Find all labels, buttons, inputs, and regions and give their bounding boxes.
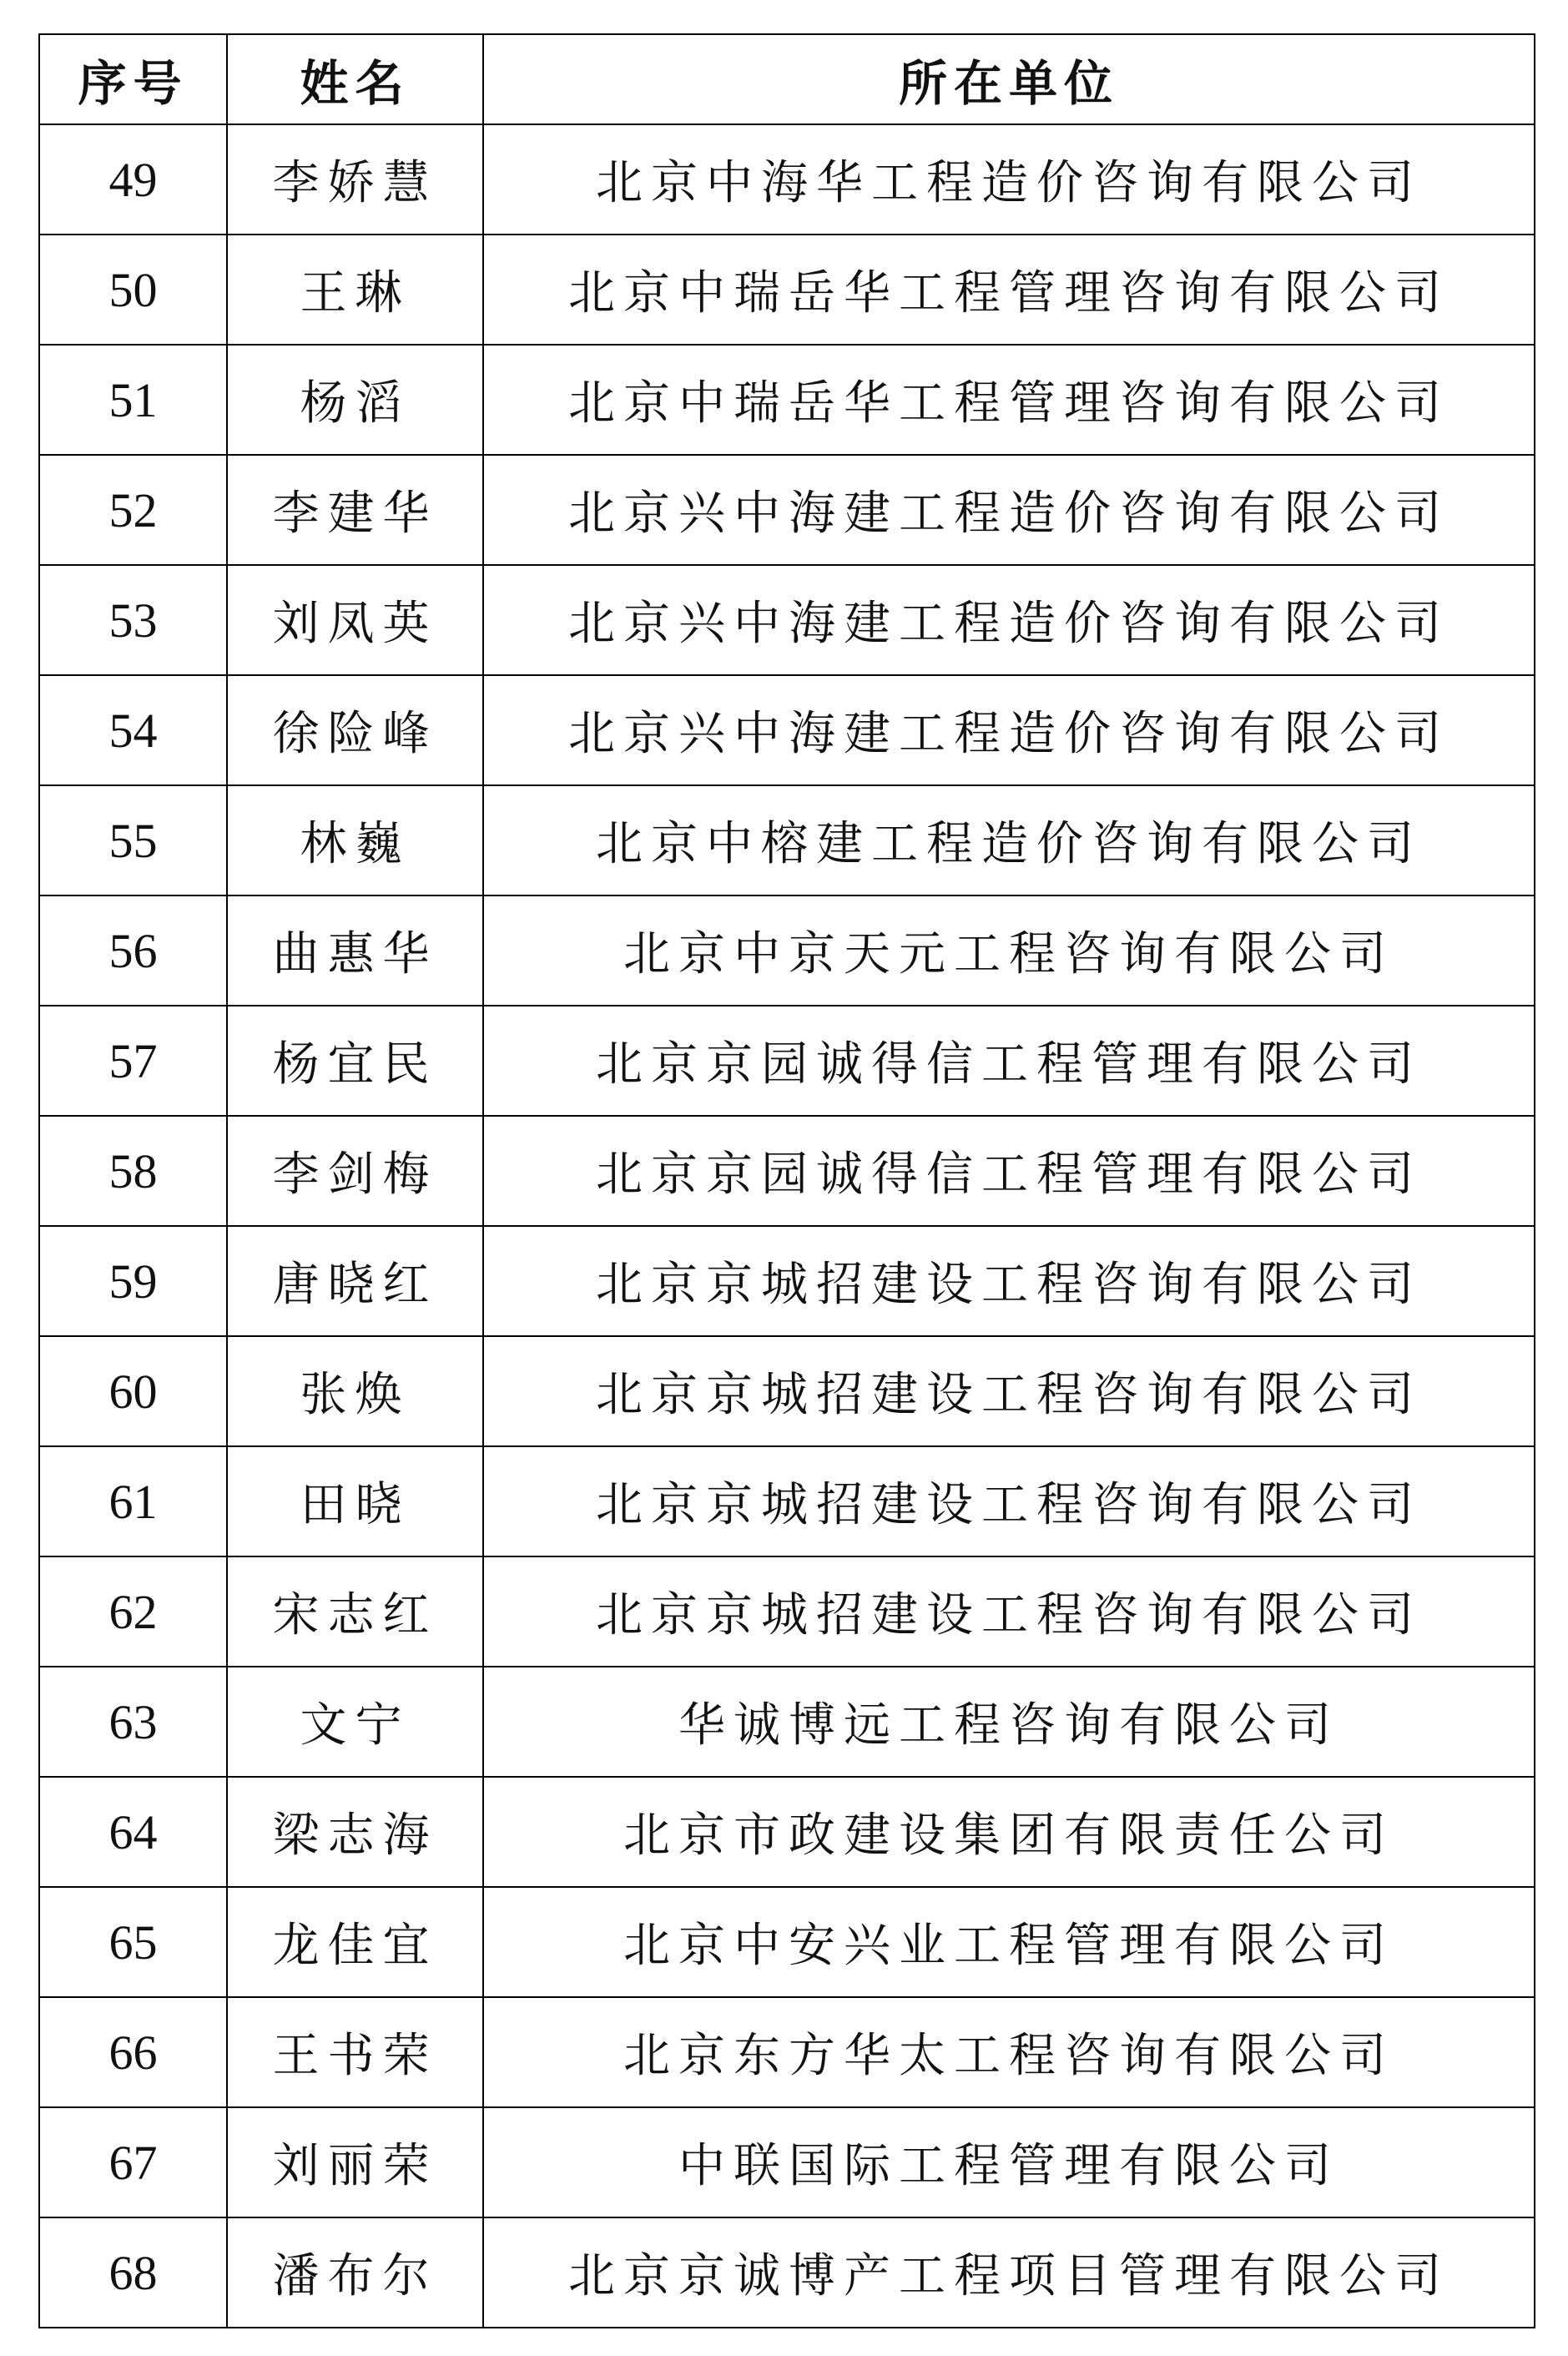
- row-org: 北京中榕建工程造价咨询有限公司: [483, 785, 1535, 895]
- row-name: 刘丽荣: [227, 2107, 483, 2217]
- row-no: 55: [39, 785, 227, 895]
- row-no: 66: [39, 1997, 227, 2107]
- table-row: [39, 675, 1535, 785]
- row-no: 51: [39, 345, 227, 455]
- row-no: 59: [39, 1226, 227, 1336]
- row-org: 中联国际工程管理有限公司: [483, 2107, 1535, 2217]
- row-no: 65: [39, 1887, 227, 1997]
- row-org: 北京中瑞岳华工程管理咨询有限公司: [483, 235, 1535, 345]
- table-row: [39, 124, 1535, 235]
- row-name: 李剑梅: [227, 1116, 483, 1226]
- row-org: 北京东方华太工程咨询有限公司: [483, 1997, 1535, 2107]
- row-no: 50: [39, 235, 227, 345]
- row-no: 58: [39, 1116, 227, 1226]
- header-no: 序号: [39, 34, 227, 124]
- row-no: 57: [39, 1006, 227, 1116]
- table-row: [39, 1336, 1535, 1446]
- row-org: 北京京城招建设工程咨询有限公司: [483, 1446, 1535, 1556]
- row-no: 68: [39, 2217, 227, 2328]
- row-name: 林巍: [227, 785, 483, 895]
- row-name: 杨宜民: [227, 1006, 483, 1116]
- row-no: 64: [39, 1777, 227, 1887]
- row-org: 北京京园诚得信工程管理有限公司: [483, 1116, 1535, 1226]
- row-name: 杨滔: [227, 345, 483, 455]
- table-row: [39, 2107, 1535, 2217]
- row-org: 北京中安兴业工程管理有限公司: [483, 1887, 1535, 1997]
- row-org: 北京市政建设集团有限责任公司: [483, 1777, 1535, 1887]
- table-row: [39, 1226, 1535, 1336]
- row-org: 北京京园诚得信工程管理有限公司: [483, 1006, 1535, 1116]
- table-row: [39, 455, 1535, 565]
- table-row: [39, 1997, 1535, 2107]
- header-row: [39, 34, 1535, 124]
- row-org: 北京京城招建设工程咨询有限公司: [483, 1336, 1535, 1446]
- row-org: 华诚博远工程咨询有限公司: [483, 1667, 1535, 1777]
- row-name: 刘凤英: [227, 565, 483, 675]
- row-org: 北京兴中海建工程造价咨询有限公司: [483, 565, 1535, 675]
- roster-body: [39, 124, 1535, 2328]
- row-org: 北京京诚博产工程项目管理有限公司: [483, 2217, 1535, 2328]
- table-row: [39, 565, 1535, 675]
- table-row: [39, 345, 1535, 455]
- table-row: [39, 235, 1535, 345]
- row-no: 62: [39, 1556, 227, 1667]
- row-name: 李建华: [227, 455, 483, 565]
- table-row: [39, 1006, 1535, 1116]
- row-name: 田晓: [227, 1446, 483, 1556]
- row-no: 60: [39, 1336, 227, 1446]
- header-org: 所在单位: [483, 34, 1535, 124]
- row-name: 潘布尔: [227, 2217, 483, 2328]
- header-name: 姓名: [227, 34, 483, 124]
- row-name: 曲惠华: [227, 895, 483, 1006]
- table-row: [39, 1446, 1535, 1556]
- row-no: 67: [39, 2107, 227, 2217]
- roster-table: [38, 33, 1535, 2328]
- row-no: 52: [39, 455, 227, 565]
- row-name: 徐险峰: [227, 675, 483, 785]
- table-row: [39, 1116, 1535, 1226]
- row-org: 北京兴中海建工程造价咨询有限公司: [483, 675, 1535, 785]
- row-org: 北京京城招建设工程咨询有限公司: [483, 1226, 1535, 1336]
- row-name: 张焕: [227, 1336, 483, 1446]
- row-name: 文宁: [227, 1667, 483, 1777]
- table-row: [39, 1667, 1535, 1777]
- row-name: 唐晓红: [227, 1226, 483, 1336]
- table-row: [39, 1777, 1535, 1887]
- table-row: [39, 895, 1535, 1006]
- row-name: 王书荣: [227, 1997, 483, 2107]
- table-row: [39, 785, 1535, 895]
- row-org: 北京中京天元工程咨询有限公司: [483, 895, 1535, 1006]
- row-name: 李娇慧: [227, 124, 483, 235]
- row-name: 王琳: [227, 235, 483, 345]
- row-org: 北京京城招建设工程咨询有限公司: [483, 1556, 1535, 1667]
- table-row: [39, 1887, 1535, 1997]
- row-no: 49: [39, 124, 227, 235]
- row-no: 53: [39, 565, 227, 675]
- row-name: 龙佳宜: [227, 1887, 483, 1997]
- row-no: 61: [39, 1446, 227, 1556]
- row-name: 梁志海: [227, 1777, 483, 1887]
- row-org: 北京中瑞岳华工程管理咨询有限公司: [483, 345, 1535, 455]
- row-no: 63: [39, 1667, 227, 1777]
- table-row: [39, 1556, 1535, 1667]
- row-org: 北京中海华工程造价咨询有限公司: [483, 124, 1535, 235]
- table-row: [39, 2217, 1535, 2328]
- row-no: 54: [39, 675, 227, 785]
- row-org: 北京兴中海建工程造价咨询有限公司: [483, 455, 1535, 565]
- row-no: 56: [39, 895, 227, 1006]
- row-name: 宋志红: [227, 1556, 483, 1667]
